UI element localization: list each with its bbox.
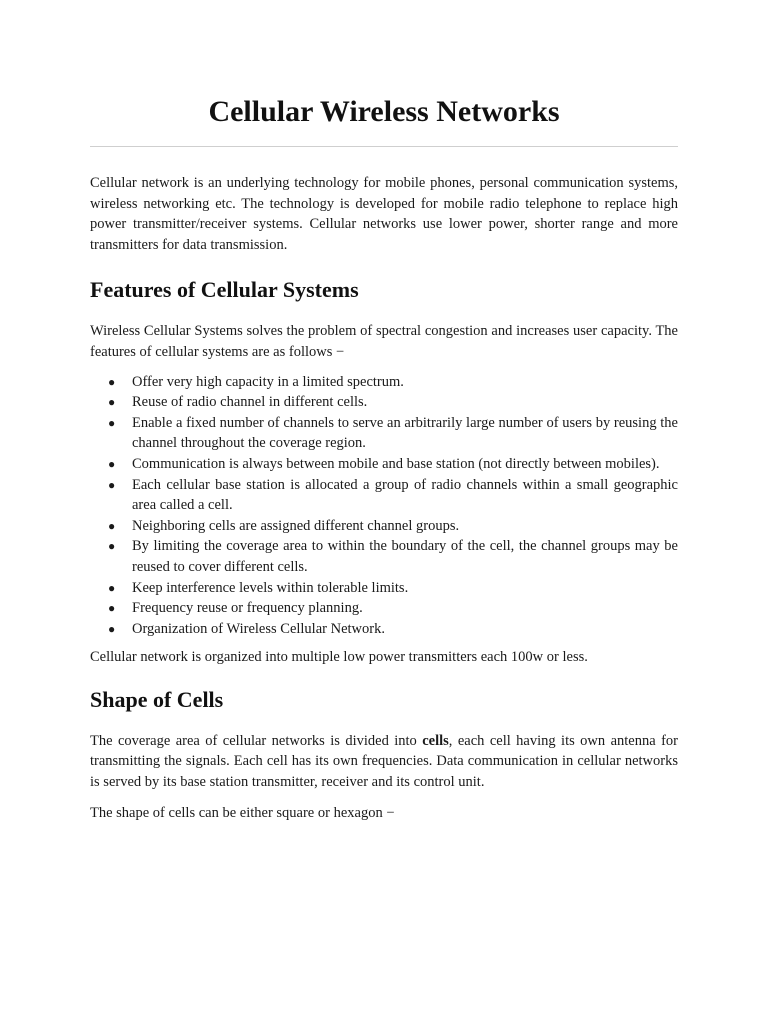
bullet-icon: ● (108, 477, 116, 492)
feature-item-text: Organization of Wireless Cellular Network. (132, 620, 385, 637)
feature-list-item (108, 578, 678, 599)
feature-list-item (108, 413, 678, 454)
feature-item-text: Neighboring cells are assigned different channel groups. (132, 517, 460, 534)
feature-list-item (108, 454, 678, 475)
features-list (90, 372, 678, 640)
feature-item-text: Reuse of radio channel in different cells. (132, 394, 368, 411)
features-intro-paragraph: Wireless Cellular Systems solves the problem of spectral congestion and increases user capacity. The features of cellular systems are as follows − (90, 323, 678, 360)
page-title: Cellular Wireless Networks (208, 95, 560, 128)
shape-p1-text-start: The coverage area of cellular networks is divided into (90, 732, 423, 749)
feature-item-text: Keep interference levels within tolerable limits. (132, 579, 409, 596)
feature-item-text: Offer very high capacity in a limited spectrum. (132, 373, 404, 390)
feature-list-item (108, 536, 678, 577)
shape-paragraph-1 (90, 731, 678, 793)
feature-list-item (108, 372, 678, 393)
intro-paragraph: Cellular network is an underlying technology for mobile phones, personal communication systems, wireless networking etc. The technology is developed for mobile radio telephone to replace high power transmitter/receiver systems. Cellular networks use lower power, shorter range and more transmitters for data transmission. (90, 175, 678, 253)
feature-item-text: Each cellular base station is allocated a group of radio channels within a small geographic area called a cell. (132, 476, 678, 514)
features-outro-paragraph: Cellular network is organized into multiple low power transmitters each 100w or less. (90, 649, 588, 666)
bullet-icon: ● (108, 415, 116, 430)
feature-list-item (108, 598, 678, 619)
cells-bold-term: cells (422, 732, 449, 749)
feature-list-item (108, 475, 678, 516)
bullet-icon: ● (108, 374, 116, 389)
feature-item-text: By limiting the coverage area to within the boundary of the cell, the channel groups may be reused to cover different cells. (132, 538, 678, 575)
bullet-icon: ● (108, 539, 116, 554)
bullet-icon: ● (108, 518, 116, 533)
feature-item-text: Communication is always between mobile and base station (not directly between mobiles). (132, 455, 660, 472)
bullet-icon: ● (108, 621, 116, 636)
shape-paragraph-2: The shape of cells can be either square or hexagon − (90, 804, 395, 821)
feature-list-item (108, 392, 678, 413)
bullet-icon: ● (108, 456, 116, 471)
feature-list-item (108, 619, 678, 640)
feature-list-item (108, 516, 678, 537)
shape-heading: Shape of Cells (90, 686, 224, 712)
feature-item-text: Enable a fixed number of channels to serve an arbitrarily large number of users by reusing the channel throughout the coverage region. (132, 414, 678, 452)
bullet-icon: ● (108, 601, 116, 616)
bullet-icon: ● (108, 580, 116, 595)
bullet-icon: ● (108, 395, 116, 410)
feature-item-text: Frequency reuse or frequency planning. (132, 600, 363, 617)
title-divider (90, 146, 678, 147)
shape-p1-text-end: , each cell having its own antenna for transmitting the signals. Each cell has its own frequencies. Data communication in cellular networks is served by its base station transmitter, receiver and its control unit. (90, 732, 678, 791)
features-heading: Features of Cellular Systems (90, 277, 359, 303)
